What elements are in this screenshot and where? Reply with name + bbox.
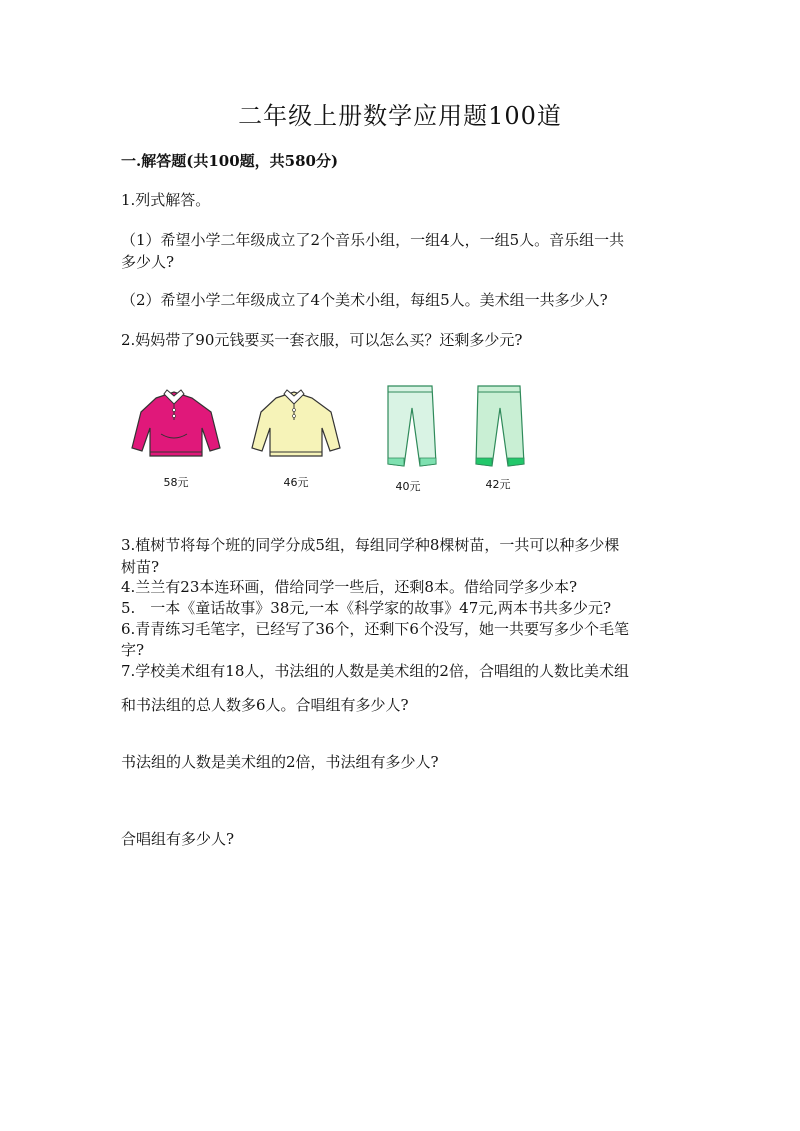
magenta-sweater-item (126, 378, 226, 493)
clothes-price-figure (121, 378, 541, 493)
question-2: 2.妈妈带了90元钱要买一套衣服，可以怎么买？还剩多少元? (121, 331, 523, 349)
yellow-sweater-icon (246, 378, 346, 473)
question-7-sub-1: 书法组的人数是美术组的2倍，书法组有多少人? (121, 753, 439, 771)
page-title: 二年级上册数学应用题100道 (238, 102, 562, 130)
light-pants-item (366, 378, 466, 493)
magenta-sweater-icon (126, 378, 226, 473)
price-label: 42元 (485, 478, 511, 491)
question-3-cont: 树苗? (121, 558, 160, 576)
question-7-sub-2: 合唱组有多少人? (121, 830, 235, 848)
question-1-part-1: （1）希望小学二年级成立了2个音乐小组，一组4人，一组5人。音乐组一共 (121, 231, 625, 249)
green-pants-icon (456, 378, 556, 478)
question-4: 4.兰兰有23本连环画，借给同学一些后，还剩8本。借给同学多少本? (121, 578, 577, 596)
yellow-sweater-item (246, 378, 346, 493)
question-7: 7.学校美术组有18人，书法组的人数是美术组的2倍，合唱组的人数比美术组 (121, 662, 629, 680)
question-1-part-1-cont: 多少人? (121, 253, 175, 271)
price-label: 46元 (283, 476, 309, 489)
light-pants-icon (366, 378, 466, 478)
green-pants-item (456, 378, 556, 493)
question-3: 3.植树节将每个班的同学分成5组，每组同学种8棵树苗，一共可以种多少棵 (121, 536, 620, 554)
price-label: 58元 (163, 476, 189, 489)
question-6-cont: 字? (121, 641, 145, 659)
question-5: 5. 一本《童话故事》38元,一本《科学家的故事》47元,两本书共多少元? (121, 599, 612, 617)
price-label: 40元 (395, 480, 421, 493)
question-6: 6.青青练习毛笔字，已经写了36个，还剩下6个没写，她一共要写多少个毛笔 (121, 620, 629, 638)
question-7-cont: 和书法组的总人数多6人。合唱组有多少人? (121, 696, 409, 714)
question-1-part-2: （2）希望小学二年级成立了4个美术小组，每组5人。美术组一共多少人? (121, 291, 608, 309)
question-1: 1.列式解答。 (121, 191, 211, 209)
section-heading: 一.解答题(共100题，共580分) (121, 152, 339, 170)
